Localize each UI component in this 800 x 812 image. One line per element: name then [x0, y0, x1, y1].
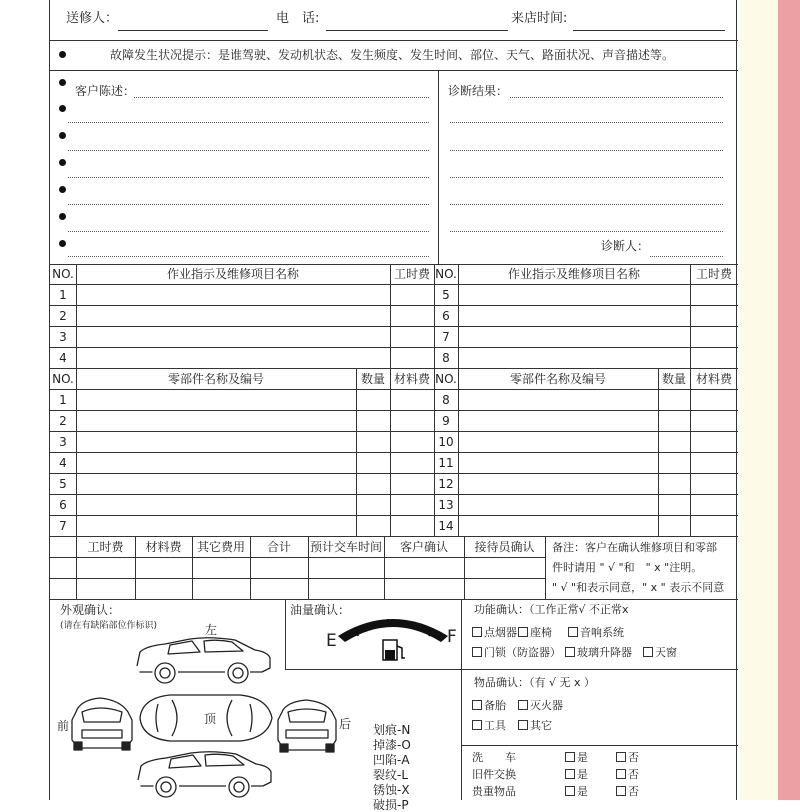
- option-old-parts-label: 旧件交换: [472, 768, 516, 781]
- legend-scratch: 划痕-N: [373, 723, 411, 737]
- parts-fee-header: 材料费: [695, 372, 732, 386]
- summary-material-header: 材料费: [145, 540, 182, 554]
- option-old-parts-no[interactable]: [616, 768, 639, 782]
- checkbox[interactable]: [565, 786, 575, 796]
- parts-row-no: 8: [442, 393, 450, 407]
- work-row-no: 1: [59, 288, 67, 302]
- checkbox[interactable]: [518, 720, 528, 730]
- checkbox[interactable]: [565, 769, 575, 779]
- option-wash-label: 洗 车: [472, 751, 516, 764]
- item-extinguisher[interactable]: [518, 699, 563, 713]
- label: 是: [577, 751, 588, 764]
- checkbox[interactable]: [472, 700, 482, 710]
- legend-rust: 锈蚀-X: [373, 783, 410, 797]
- label: 音响系统: [580, 626, 624, 639]
- label: 工具: [484, 719, 506, 732]
- option-valuables-yes[interactable]: [565, 785, 588, 799]
- label: 玻璃升降器: [577, 646, 632, 659]
- option-old-parts-yes[interactable]: [565, 768, 588, 782]
- option-valuables-no[interactable]: [616, 785, 639, 799]
- function-window[interactable]: [565, 646, 632, 660]
- checkbox[interactable]: [518, 700, 528, 710]
- car-front-label: 前: [57, 719, 70, 733]
- diagnosis-label: 诊断结果：: [448, 84, 509, 98]
- repair-order-form: [49, 0, 737, 812]
- parts-row-no: 10: [438, 435, 454, 449]
- legend-damage: 破损-P: [373, 798, 409, 812]
- label: 座椅: [530, 626, 552, 639]
- car-side-right-icon: [138, 752, 271, 797]
- summary-receptionist-confirm-header: 接待员确认: [474, 540, 535, 554]
- parts-row-no: 6: [59, 498, 67, 512]
- label: 备胎: [484, 699, 506, 712]
- car-side-left-icon: [137, 638, 270, 683]
- item-other[interactable]: [518, 719, 552, 733]
- label: 灭火器: [530, 699, 563, 712]
- work-no-header: NO.: [52, 267, 74, 281]
- checkbox[interactable]: [518, 627, 528, 637]
- parts-name-header: 零部件名称及编号: [167, 372, 264, 386]
- remark-line-3: " √ "和表示同意，" x " 表示不同意: [552, 581, 725, 594]
- summary-labor-header: 工时费: [87, 540, 124, 554]
- checkbox[interactable]: [472, 647, 482, 657]
- customer-statement-label: 客户陈述：: [75, 84, 136, 98]
- parts-row-no: 11: [438, 456, 454, 470]
- function-audio[interactable]: [568, 626, 624, 640]
- car-left-label: 左: [205, 623, 218, 637]
- label: 门锁（防盗器）: [484, 646, 561, 659]
- legend-paint-loss: 掉漆-O: [373, 738, 411, 752]
- items-check-title: 物品确认：（有 √ 无 x ）: [474, 676, 596, 689]
- car-diagrams: [50, 600, 286, 800]
- checkbox[interactable]: [616, 769, 626, 779]
- checkbox[interactable]: [472, 627, 482, 637]
- item-spare-tire[interactable]: [472, 699, 506, 713]
- function-check-title: 功能确认：（工作正常√ 不正常x: [474, 603, 629, 616]
- parts-row-no: 4: [59, 456, 67, 470]
- work-row-no: 5: [442, 288, 450, 302]
- arrival-time-label: 来店时间:: [511, 11, 568, 26]
- work-row-no: 2: [59, 309, 67, 323]
- parts-row-no: 1: [59, 393, 67, 407]
- summary-delivery-header: 预计交车时间: [309, 540, 382, 554]
- label: 是: [577, 768, 588, 781]
- appearance-title: 外观确认：: [60, 603, 121, 617]
- fuel-gauge-icon: [328, 606, 458, 668]
- work-no-header: NO.: [435, 267, 457, 281]
- checkbox[interactable]: [616, 752, 626, 762]
- work-fee-header: 工时费: [393, 267, 430, 281]
- label: 否: [628, 751, 639, 764]
- label: 其它: [530, 719, 552, 732]
- parts-qty-header: 数量: [360, 372, 385, 386]
- parts-qty-header: 数量: [661, 372, 686, 386]
- parts-row-no: 13: [438, 498, 454, 512]
- fuel-empty-label: E: [326, 631, 337, 651]
- label: 是: [577, 785, 588, 798]
- item-tools[interactable]: [472, 719, 506, 733]
- checkbox[interactable]: [643, 647, 653, 657]
- parts-row-no: 7: [59, 519, 67, 533]
- parts-name-header: 零部件名称及编号: [509, 372, 606, 386]
- summary-customer-confirm-header: 客户确认: [399, 540, 448, 554]
- parts-row-no: 9: [442, 414, 450, 428]
- summary-total-header: 合计: [266, 540, 291, 554]
- car-top-label: 顶: [203, 712, 217, 726]
- parts-fee-header: 材料费: [393, 372, 430, 386]
- work-item-header: 作业指示及维修项目名称: [166, 267, 299, 281]
- label: 天窗: [655, 646, 677, 659]
- work-row-no: 8: [442, 351, 450, 365]
- work-row-no: 7: [442, 330, 450, 344]
- remark-line-1: 备注：客户在确认维修项目和零部: [552, 541, 717, 554]
- diagnostician-label: 诊断人：: [601, 239, 650, 253]
- option-wash-yes[interactable]: [565, 751, 588, 765]
- appearance-subtitle: (请在有缺陷部位作标识): [60, 621, 158, 631]
- checkbox[interactable]: [565, 752, 575, 762]
- function-door-lock[interactable]: [472, 646, 561, 660]
- work-item-header: 作业指示及维修项目名称: [507, 267, 640, 281]
- paper-edge-yellow: [740, 0, 778, 800]
- option-valuables-label: 贵重物品: [472, 785, 516, 798]
- fuel-full-label: F: [447, 627, 457, 647]
- label: 点烟器: [484, 626, 517, 639]
- parts-row-no: 3: [59, 435, 67, 449]
- parts-row-no: 14: [438, 519, 454, 533]
- work-fee-header: 工时费: [695, 267, 732, 281]
- checkbox[interactable]: [565, 647, 575, 657]
- car-rear-label: 后: [339, 717, 352, 731]
- function-sunroof[interactable]: [643, 646, 677, 660]
- work-row-no: 3: [59, 330, 67, 344]
- fault-hint: 故障发生状况提示：是谁驾驶、发动机状态、发生频度、发生时间、部位、天气、路面状况、声音描述等。: [110, 48, 675, 62]
- phone-label: 电 话:: [276, 11, 320, 26]
- function-cigarette-lighter[interactable]: [472, 626, 517, 640]
- car-top-view-icon: [140, 695, 272, 741]
- summary-other-header: 其它费用: [196, 540, 245, 554]
- checkbox[interactable]: [472, 720, 482, 730]
- checkbox[interactable]: [568, 627, 578, 637]
- legend-crack: 裂纹-L: [373, 768, 409, 782]
- work-row-no: 6: [442, 309, 450, 323]
- remark-line-2: 件时请用 " √ "和 " x "注明。: [552, 561, 703, 574]
- work-row-no: 4: [59, 351, 67, 365]
- function-seat[interactable]: [518, 626, 552, 640]
- legend-dent: 凹陷-A: [373, 753, 410, 767]
- label: 否: [628, 785, 639, 798]
- option-wash-no[interactable]: [616, 751, 639, 765]
- label: 否: [628, 768, 639, 781]
- parts-row-no: 5: [59, 477, 67, 491]
- parts-row-no: 2: [59, 414, 67, 428]
- sender-label: 送修人：: [66, 11, 119, 26]
- parts-no-header: NO.: [435, 372, 457, 386]
- fuel-title: 油量确认：: [290, 603, 351, 617]
- car-front-view-icon: [72, 698, 132, 750]
- parts-row-no: 12: [438, 477, 454, 491]
- checkbox[interactable]: [616, 786, 626, 796]
- paper-edge-pink: [778, 0, 800, 800]
- parts-no-header: NO.: [52, 372, 74, 386]
